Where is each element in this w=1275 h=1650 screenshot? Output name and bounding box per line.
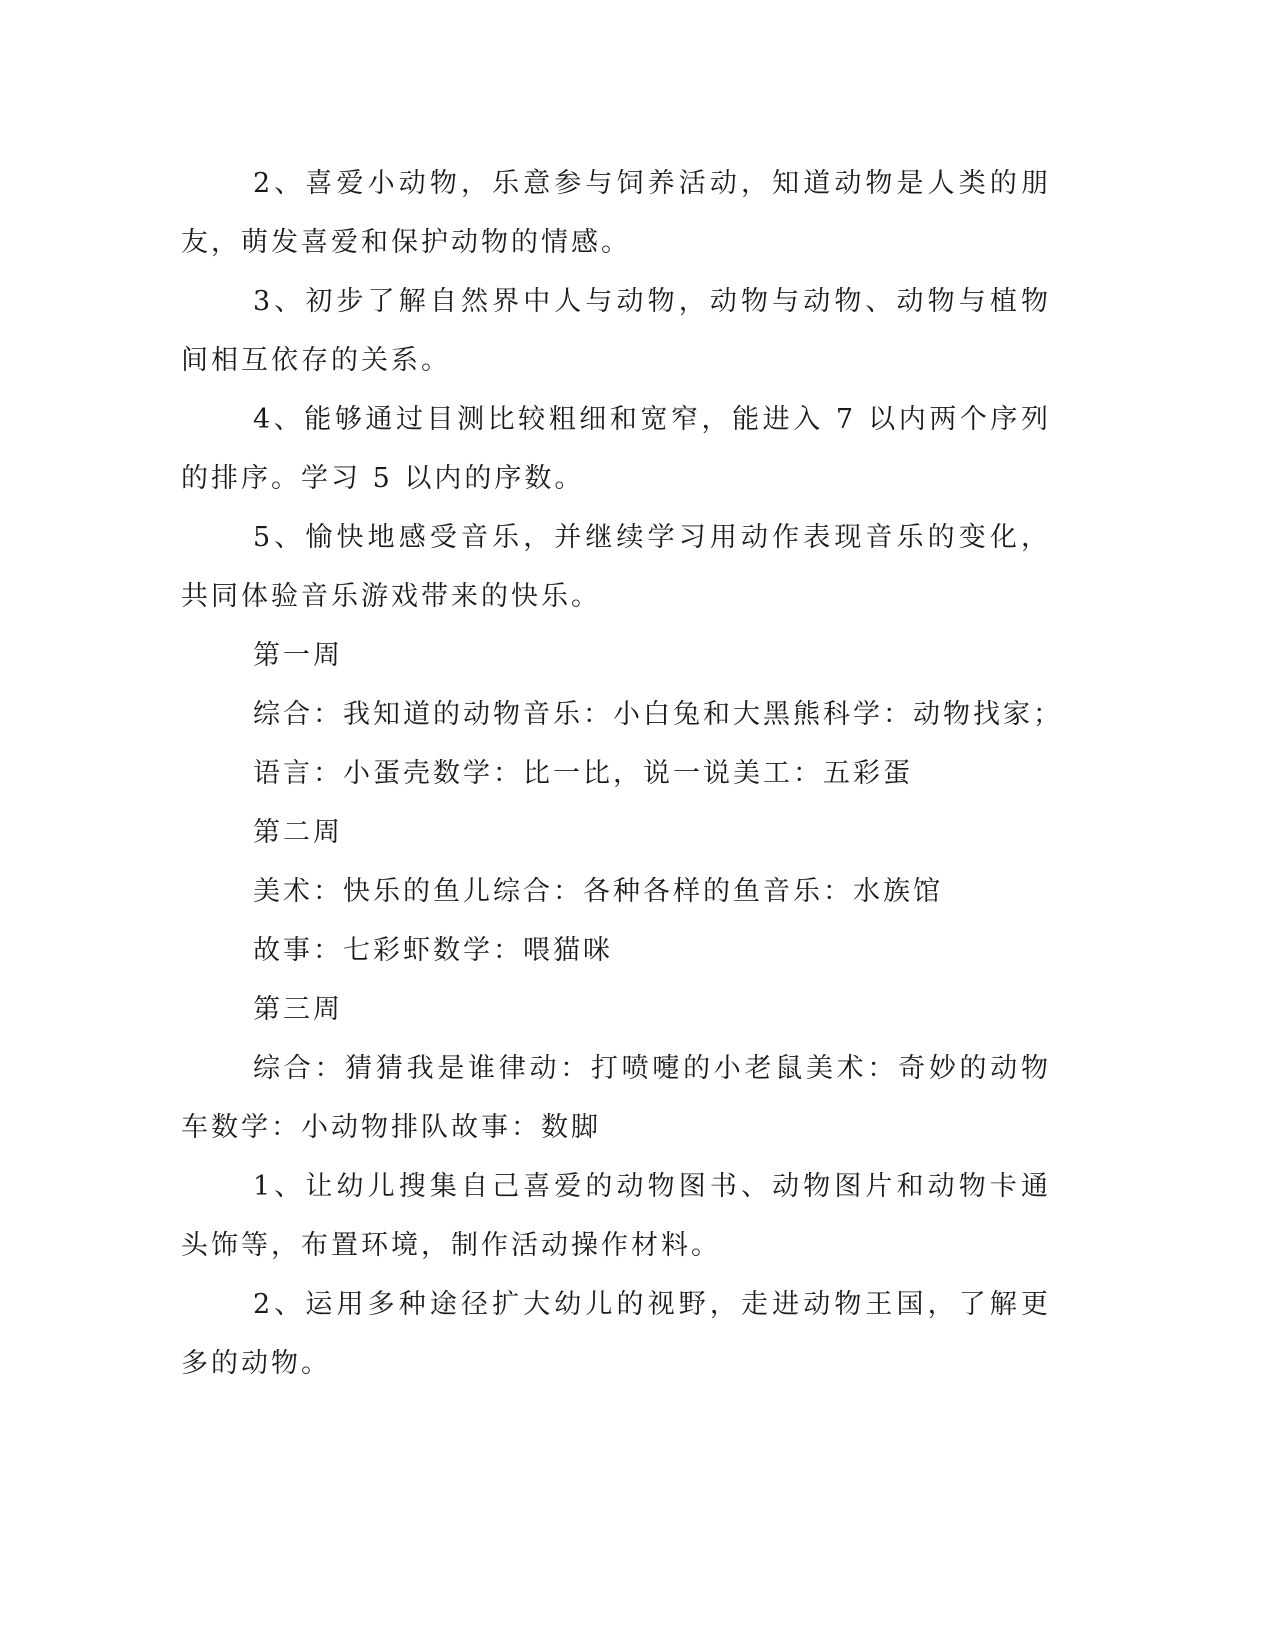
week2-activities-line2: 故事：七彩虾数学：喂猫咪 [253,935,613,966]
document-body [181,154,1063,1393]
week2-heading: 第二周 [253,817,343,848]
week3-activities: 综合：猜猜我是谁律动：打喷嚏的小老鼠美术：奇妙的动物车数学：小动物排队故事：数脚 [181,1053,1051,1143]
prep-item: 2、运用多种途径扩大幼儿的视野，走进动物王国，了解更多的动物。 [181,1289,1051,1379]
week1-heading: 第一周 [253,640,343,671]
week1-activities-line2: 语言：小蛋壳数学：比一比，说一说美工：五彩蛋 [253,758,913,789]
week3-heading: 第三周 [253,994,343,1025]
goal-item: 3、初步了解自然界中人与动物，动物与动物、动物与植物间相互依存的关系。 [181,286,1051,376]
week2-activities-line1: 美术：快乐的鱼儿综合：各种各样的鱼音乐：水族馆 [253,876,943,907]
goal-item: 5、愉快地感受音乐，并继续学习用动作表现音乐的变化，共同体验音乐游戏带来的快乐。 [181,522,1051,612]
week1-activities-line1: 综合：我知道的动物音乐：小白兔和大黑熊科学：动物找家； [253,699,1063,730]
prep-item: 1、让幼儿搜集自己喜爱的动物图书、动物图片和动物卡通头饰等，布置环境，制作活动操作材料。 [181,1171,1051,1261]
goal-item: 2、喜爱小动物，乐意参与饲养活动，知道动物是人类的朋友，萌发喜爱和保护动物的情感。 [181,168,1051,258]
goal-item: 4、能够通过目测比较粗细和宽窄，能进入 7 以内两个序列的排序。学习 5 以内的序数。 [181,404,1051,494]
